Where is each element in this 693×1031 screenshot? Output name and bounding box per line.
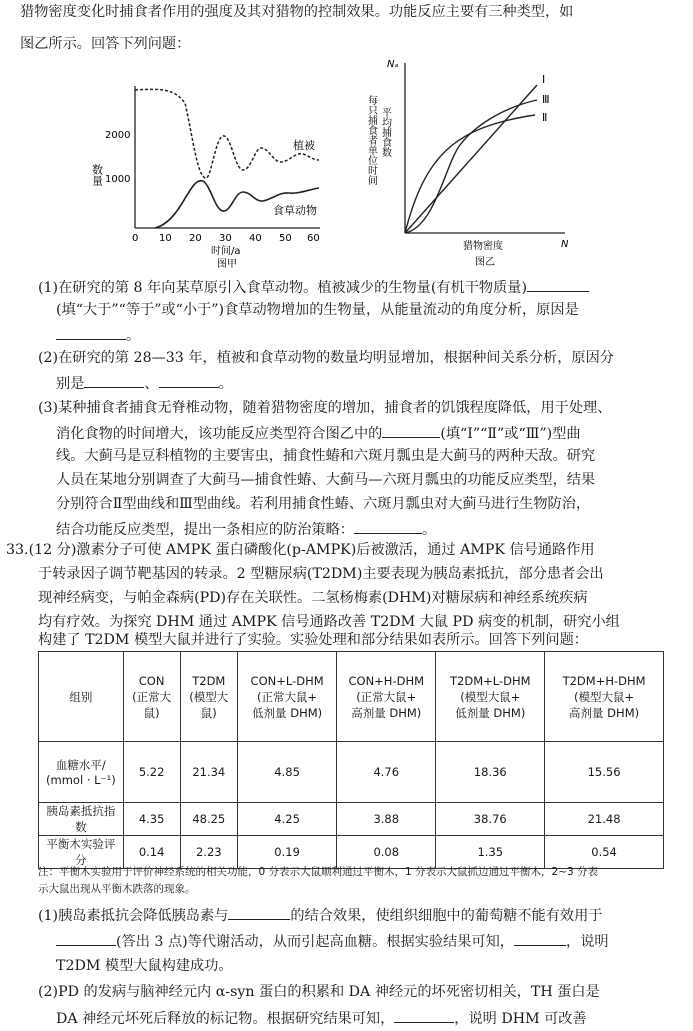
- table-cell: 4.35: [123, 803, 180, 836]
- q2-answer-blank-1[interactable]: [84, 372, 144, 388]
- table-cell: 1.35: [436, 836, 545, 869]
- q33-1-line-2-mid: (答出 3 点)等代谢活动，从而引起高血糖。根据实验结果可知，: [116, 934, 514, 950]
- table-header-col: [436, 652, 545, 742]
- q3-answer-blank-2[interactable]: [354, 518, 422, 534]
- fig-a-y-tick-2000: 2000: [105, 130, 131, 141]
- table-cell: 3.88: [337, 803, 436, 836]
- q33-2-answer-blank-1[interactable]: [394, 1007, 454, 1023]
- fig-b-curve-II: [405, 115, 535, 233]
- table-cell: 38.76: [436, 803, 545, 836]
- table-header-group: 组别: [39, 652, 124, 742]
- table-note-line-2: 示大鼠出现从平衡木跌落的现象。: [38, 883, 196, 895]
- q33-2-line-2: [56, 1007, 587, 1029]
- q3-line-6: [56, 518, 436, 540]
- q2-line-2-end: 。: [218, 376, 233, 392]
- col-sub1: (模型大鼠): [189, 689, 229, 720]
- col-name: CON+L-DHM: [250, 673, 324, 688]
- table-cell: 4.25: [238, 803, 337, 836]
- fig-b-x-symbol: N: [561, 239, 569, 250]
- fig-b-label-III: Ⅲ: [542, 93, 550, 106]
- fig-a-x-tick-0: 0: [132, 233, 139, 244]
- table-row: [39, 742, 664, 803]
- table-cell: 48.25: [180, 803, 238, 836]
- table-cell: 15.56: [545, 742, 664, 803]
- q1-line-3-end: 。: [126, 328, 141, 344]
- table-cell: 21.48: [545, 803, 664, 836]
- fig-a-y-label: 数量: [90, 164, 104, 186]
- fig-a-x-tick-20: 20: [189, 233, 202, 244]
- q3-line-4: 人员在某地分别调查了大蓟马—捕食性蝽、大蓟马—六斑月瓢虫的功能反应类型，结果: [56, 472, 596, 488]
- table-header-col: [238, 652, 337, 742]
- table-header-col: [545, 652, 664, 742]
- q1-line-2: (填“大于”“等于”或“小于”)食草动物增加的生物量，从能量流动的角度分析，原因是: [56, 302, 579, 318]
- q3-line-2: [56, 422, 581, 444]
- fig-a-label-vegetation: 植被: [293, 139, 315, 152]
- q33-line-1: 33.(12 分)激素分子可使 AMPK 蛋白磷酸化(p-AMPK)后被激活，通过 AMPK 信号通路作用: [6, 542, 595, 558]
- col-sub2: 低剂量 DHM): [252, 705, 323, 720]
- col-sub1: (正常大鼠): [132, 689, 172, 720]
- q33-1-line-1-end: 的结合效果，使组织细胞中的葡萄糖不能有效用于: [290, 908, 603, 924]
- q33-2-line-2-start: DA 神经元坏死后释放的标记物。根据研究结果可知，: [56, 1011, 395, 1027]
- q33-1-answer-blank-1[interactable]: [228, 904, 290, 920]
- table-row: [39, 803, 664, 836]
- q3-line-2-end: (填“Ⅰ”“Ⅱ”或“Ⅲ”)型曲: [440, 426, 581, 442]
- row-label: [39, 742, 124, 803]
- table-cell: 0.14: [123, 836, 180, 869]
- col-sub2: 高剂量 DHM): [351, 705, 422, 720]
- table-cell: 0.19: [238, 836, 337, 869]
- q2-answer-blank-2[interactable]: [159, 372, 219, 388]
- table-note-line-1: 注：平衡木实验用于评价神经系统的相关功能，0 分表示大鼠顺利通过平衡木，1 分表示大鼠抓边通过平衡木，2~3 分表: [38, 866, 599, 878]
- q2-line-2: [56, 372, 233, 394]
- fig-a-y-tick-1000: 1000: [105, 174, 131, 185]
- fig-a-x-tick-30: 30: [219, 233, 232, 244]
- table-header-col: [123, 652, 180, 742]
- col-name: T2DM: [192, 673, 226, 688]
- figure-b-chart: [365, 55, 590, 275]
- table-cell: 18.36: [436, 742, 545, 803]
- fig-a-x-label: 时间/a: [211, 246, 241, 257]
- q33-1-answer-blank-2[interactable]: [56, 930, 116, 946]
- fig-a-caption: 图甲: [217, 259, 237, 270]
- fig-a-x-tick-10: 10: [159, 233, 172, 244]
- fig-b-y-label-2: 平均捕食数: [379, 107, 391, 157]
- table-header-col: [337, 652, 436, 742]
- intro-line-2: 图乙所示。回答下列问题：: [20, 36, 191, 52]
- col-sub1: (模型大鼠+: [460, 689, 521, 704]
- table-header-col: [180, 652, 238, 742]
- q33-1-answer-blank-3[interactable]: [514, 930, 566, 946]
- q33-line-5: 构建了 T2DM 模型大鼠并进行了实验。实验处理和部分结果如表所示。回答下列问题：: [38, 632, 588, 648]
- q33-1-line-3: T2DM 模型大鼠构建成功。: [56, 958, 233, 974]
- q3-line-1: (3)某种捕食者捕食无脊椎动物，随着猎物密度的增加，捕食者的饥饿程度降低，用于处理、: [38, 400, 612, 416]
- row-label: 胰岛素抵抗指数: [39, 803, 124, 836]
- q2-line-2-start: 别是: [56, 376, 85, 392]
- q33-1-line-2: [56, 930, 609, 952]
- row-label-2: (mmol · L⁻¹): [46, 773, 116, 787]
- table-cell: 0.08: [337, 836, 436, 869]
- fig-b-curve-I: [405, 85, 537, 233]
- fig-b-curve-III: [405, 100, 537, 233]
- q33-line-4: 均有疗效。为探究 DHM 通过 AMPK 信号通路改善 T2DM 大鼠 PD 病变的机制，研究小组: [38, 614, 620, 630]
- q3-line-2-start: 消化食物的时间增大，该功能反应类型符合图乙中的: [56, 426, 383, 442]
- q1-answer-blank-1[interactable]: [527, 276, 589, 292]
- fig-a-vegetation-curve: [135, 89, 319, 178]
- q1-answer-blank-2[interactable]: [56, 324, 126, 340]
- fig-a-label-herbivore: 食草动物: [273, 204, 317, 217]
- q1-line-3: [56, 324, 140, 346]
- q2-line-1: (2)在研究的第 28—33 年，植被和食草动物的数量均明显增加，根据种间关系分析，原因分: [38, 350, 614, 366]
- q1-line-1: [38, 276, 589, 298]
- fig-b-y-label-1: 每只捕食者单位时间: [365, 95, 377, 185]
- figure-a-chart: [85, 78, 340, 273]
- q33-1-line-1-start: (1)胰岛素抵抗会降低胰岛素与: [38, 908, 229, 924]
- fig-a-x-tick-50: 50: [279, 233, 292, 244]
- table-header-row: [39, 652, 664, 742]
- fig-a-x-tick-40: 40: [249, 233, 262, 244]
- table-cell: 4.85: [238, 742, 337, 803]
- col-sub1: (模型大鼠+: [574, 689, 635, 704]
- results-table: [38, 651, 664, 869]
- fig-b-x-label: 猎物密度: [463, 241, 503, 252]
- q3-line-6-end: 。: [421, 522, 437, 538]
- table-cell: 4.76: [337, 742, 436, 803]
- q33-line-2: 于转录因子调节靶基因的转录。2 型糖尿病(T2DM)主要表现为胰岛素抵抗，部分患者会出: [38, 566, 604, 582]
- q33-2-line-2-end: ，说明 DHM 可改善: [454, 1011, 587, 1027]
- q33-2-line-1: (2)PD 的发病与脑神经元内 α-syn 蛋白的积累和 DA 神经元的坏死密切相关，TH 蛋白是: [38, 984, 600, 1000]
- table-cell: 5.22: [123, 742, 180, 803]
- col-name: CON: [138, 673, 165, 688]
- fig-b-caption: 图乙: [475, 257, 495, 268]
- fig-b-label-II: Ⅱ: [542, 111, 548, 124]
- q3-line-6-start: 结合功能反应类型，提出一条相应的防治策略：: [56, 522, 354, 538]
- row-label-1: 血糖水平/: [55, 758, 106, 772]
- q3-line-5: 分别符合Ⅱ型曲线和Ⅲ型曲线。若利用捕食性蝽、六斑月瓢虫对大蓟马进行生物防治，: [56, 496, 591, 512]
- row-label: 平衡木实验评分: [39, 836, 124, 869]
- table-cell: 0.54: [545, 836, 664, 869]
- fig-b-label-I: Ⅰ: [542, 73, 546, 86]
- q1-text-1: (1)在研究的第 8 年向某草原引入食草动物。植被减少的生物量(有机干物质量): [38, 280, 528, 296]
- fig-a-x-tick-60: 60: [307, 233, 320, 244]
- col-sub2: 低剂量 DHM): [455, 705, 526, 720]
- fig-b-y-symbol: Nₐ: [387, 59, 399, 70]
- q33-1-line-2-end: ，说明: [566, 934, 609, 950]
- col-name: T2DM+H-DHM: [562, 673, 646, 688]
- q33-1-line-1: [38, 904, 603, 926]
- q33-line-3: 现神经病变，与帕金森病(PD)存在关联性。二氢杨梅素(DHM)对糖尿病和神经系统疾病: [38, 590, 588, 606]
- table-cell: 2.23: [180, 836, 238, 869]
- col-sub2: 高剂量 DHM): [569, 705, 640, 720]
- q2-sep: 、: [144, 376, 159, 392]
- col-name: T2DM+L-DHM: [450, 673, 531, 688]
- table-cell: 21.34: [180, 742, 238, 803]
- intro-line-1: 猎物密度变化时捕食者作用的强度及其对猎物的控制效果。功能反应主要有三种类型，如: [20, 4, 574, 20]
- col-sub1: (正常大鼠+: [356, 689, 417, 704]
- q3-line-3: 线。大蓟马是豆科植物的主要害虫，捕食性蝽和六斑月瓢虫是大蓟马的两种天敌。研究: [56, 448, 596, 464]
- q3-answer-blank-1[interactable]: [382, 422, 440, 438]
- col-sub1: (正常大鼠+: [257, 689, 318, 704]
- col-name: CON+H-DHM: [348, 673, 425, 688]
